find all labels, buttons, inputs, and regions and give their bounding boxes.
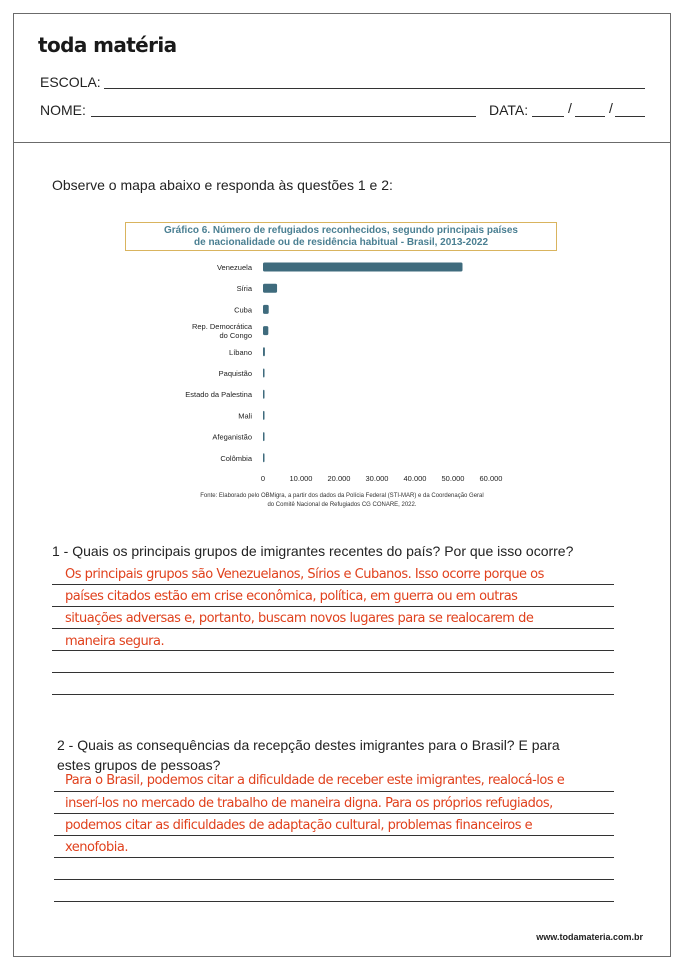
- x-tick-label-3: 30.000: [365, 474, 389, 483]
- answer-2-line-4: xenofobia.: [65, 840, 128, 855]
- logo: toda matéria: [38, 33, 177, 57]
- chart-source-line-1: Fonte: Elaborado pelo OBMigra, a partir dos dados da Polícia Federal (STI-MAR) e da Coordenação Geral: [200, 493, 484, 499]
- bar-2: [263, 305, 269, 314]
- bar-0: [263, 263, 463, 272]
- answer-1-line-2: países citados estão em crise econômica, política, em guerra ou em outras: [65, 589, 518, 604]
- refugees-bar-chart: [160, 254, 520, 490]
- date-separator-1: /: [568, 100, 572, 116]
- question-2-line-2: estes grupos de pessoas?: [57, 757, 221, 773]
- answer-1-rule-3[interactable]: [52, 628, 614, 629]
- date-month-line[interactable]: [575, 116, 605, 117]
- answer-1-rule-2[interactable]: [52, 606, 614, 607]
- chart-title-line-1: Gráfico 6. Número de refugiados reconhecidos, segundo principais países: [164, 225, 518, 236]
- intro-text: Observe o mapa abaixo e responda às questões 1 e 2:: [52, 177, 393, 193]
- footer-url: www.todamateria.com.br: [536, 932, 643, 942]
- answer-2-line-3: podemos citar as dificuldades de adaptação cultural, problemas financeiros e: [65, 818, 533, 833]
- answer-2-rule-2[interactable]: [54, 813, 614, 814]
- answer-1-rule-6[interactable]: [52, 694, 614, 695]
- name-field-line[interactable]: [91, 116, 476, 117]
- bar-8: [263, 432, 265, 441]
- answer-2-rule-4[interactable]: [54, 857, 614, 858]
- answer-1-line-4: maneira segura.: [65, 634, 165, 649]
- answer-2-line-2: inserí-los no mercado de trabalho de maneira digna. Para os próprios refugiados,: [65, 796, 553, 811]
- category-label-0: Venezuela: [216, 263, 252, 272]
- name-label: NOME:: [40, 102, 86, 118]
- bar-9: [263, 453, 265, 462]
- answer-2-rule-1[interactable]: [54, 791, 614, 792]
- answer-1-line-1: Os principais grupos são Venezuelanos, Sírios e Cubanos. Isso ocorre porque os: [65, 567, 544, 582]
- bar-1: [263, 284, 277, 293]
- x-tick-label-2: 20.000: [327, 474, 351, 483]
- category-label-2: Cuba: [234, 305, 252, 315]
- answer-1-rule-4[interactable]: [52, 650, 614, 651]
- category-label-9: Colômbia: [220, 453, 252, 463]
- answer-1-rule-5[interactable]: [52, 672, 614, 673]
- date-day-line[interactable]: [532, 116, 564, 117]
- answer-2-rule-5[interactable]: [54, 879, 614, 880]
- category-label-8: Afeganistão: [212, 432, 252, 442]
- category-label-3: Rep. Democrática do Congo: [191, 322, 252, 341]
- category-label-5: Paquistão: [218, 369, 252, 378]
- bar-7: [263, 411, 265, 420]
- question-2-line-1: 2 - Quais as consequências da recepção destes imigrantes para o Brasil? E para: [57, 737, 560, 753]
- category-label-4: Líbano: [229, 347, 252, 357]
- answer-2-line-1: Para o Brasil, podemos citar a dificuldade de receber este imigrantes, realocá-los e: [65, 773, 565, 788]
- chart-title-line-2: de nacionalidade ou de residência habitual - Brasil, 2013-2022: [194, 237, 488, 248]
- chart-title: [125, 222, 557, 251]
- date-year-line[interactable]: [615, 116, 645, 117]
- category-label-1: Síria: [236, 284, 252, 294]
- school-field-line[interactable]: [104, 88, 645, 89]
- chart-source-line-2: do Comitê Nacional de Refugiados CG CONARE, 2022.: [267, 502, 417, 508]
- answer-1-line-3: situações adversas e, portanto, buscam novos lugares para se realocarem de: [65, 611, 534, 626]
- x-tick-label-1: 10.000: [289, 474, 313, 483]
- school-label: ESCOLA:: [40, 74, 101, 90]
- category-label-7: Mali: [238, 411, 252, 421]
- bar-4: [263, 347, 265, 356]
- bar-3: [263, 326, 268, 335]
- answer-1-rule-1[interactable]: [52, 584, 614, 585]
- chart-source: [172, 492, 512, 510]
- bar-5: [263, 369, 265, 378]
- x-tick-label-4: 40.000: [403, 474, 427, 483]
- answer-2-rule-6[interactable]: [54, 901, 614, 902]
- question-2: [57, 735, 560, 775]
- date-separator-2: /: [609, 100, 613, 116]
- header-separator: [13, 142, 671, 143]
- category-label-6: Estado da Palestina: [185, 390, 252, 400]
- x-tick-label-6: 60.000: [479, 474, 503, 483]
- x-tick-label-0: 0: [260, 474, 266, 483]
- answer-2-rule-3[interactable]: [54, 835, 614, 836]
- date-label: DATA:: [489, 102, 529, 118]
- bar-6: [263, 390, 265, 399]
- question-1: 1 - Quais os principais grupos de imigrantes recentes do país? Por que isso ocorre?: [52, 543, 574, 559]
- x-tick-label-5: 50.000: [441, 474, 465, 483]
